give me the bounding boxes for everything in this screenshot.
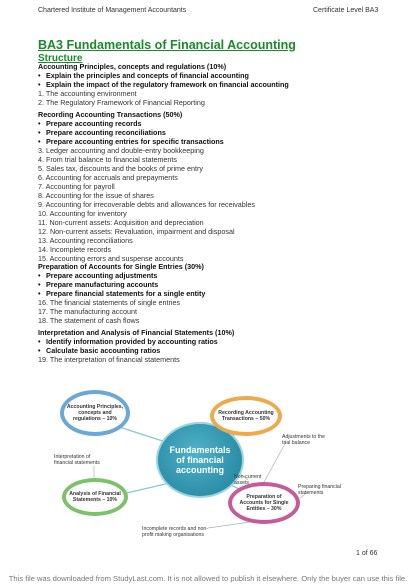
connector-adjustments xyxy=(264,442,286,482)
bullet-item: • Prepare accounting adjustments xyxy=(38,271,388,280)
chapter-item: 13. Accounting reconciliations xyxy=(38,236,133,245)
chapter-item: 7. Accounting for payroll xyxy=(38,182,115,191)
mind-map-diagram xyxy=(38,386,388,538)
section-heading: Accounting Principles, concepts and regulations (10%) xyxy=(38,62,227,71)
bullet-item: • Calculate basic accounting ratios xyxy=(38,346,388,355)
node-label: Accounting Principles, concepts and regulations – 10% xyxy=(66,404,124,422)
chapter-item: 11. Non-current assets: Acquisition and depreciation xyxy=(38,218,204,227)
chapter-item: 16. The financial statements of single entries xyxy=(38,298,181,307)
chapter-item: 19. The interpretation of financial statements xyxy=(38,355,180,364)
document-title: BA3 Fundamentals of Financial Accounting xyxy=(38,38,296,52)
header-left: Chartered Institute of Management Accountants xyxy=(38,7,187,14)
section-principles xyxy=(38,62,388,107)
node-principles xyxy=(60,390,130,436)
node-label: Recording Accounting Transactions – 50% xyxy=(218,410,274,422)
section-interpretation xyxy=(38,328,388,364)
chapter-item: 4. From trial balance to financial statements xyxy=(38,155,178,164)
label-preparing-statements: Preparing financial statements xyxy=(298,484,341,497)
bullet-item: • Prepare accounting records xyxy=(38,119,388,128)
section-recording xyxy=(38,110,388,263)
chapter-item: 15. Accounting errors and suspense accounts xyxy=(38,254,184,263)
label-adjustments: Adjustments to the trial balance xyxy=(282,434,325,447)
section-preparation xyxy=(38,262,388,325)
node-label: Analysis of Financial Statements – 10% xyxy=(69,491,121,503)
section-heading: Preparation of Accounts for Single Entries (30%) xyxy=(38,262,204,271)
bullet-item: • Prepare manufacturing accounts xyxy=(38,280,388,289)
chapter-item: 3. Ledger accounting and double-entry bookkeeping xyxy=(38,146,204,155)
section-heading: Recording Accounting Transactions (50%) xyxy=(38,110,183,119)
section-heading: Interpretation and Analysis of Financial Statements (10%) xyxy=(38,328,235,337)
structure-heading: Structure xyxy=(38,53,83,64)
bullet-item: • Prepare accounting reconciliations xyxy=(38,128,388,137)
bullet-item: • Identify information provided by accounting ratios xyxy=(38,337,388,346)
connector-incomplete xyxy=(208,522,250,528)
chapter-item: 5. Sales tax, discounts and the books of prime entry xyxy=(38,164,204,173)
chapter-item: 2. The Regulatory Framework of Financial Reporting xyxy=(38,98,205,107)
bullet-item: • Explain the impact of the regulatory framework on financial accounting xyxy=(38,80,388,89)
page-number: 1 of 66 xyxy=(356,550,378,557)
chapter-item: 8. Accounting for the issue of shares xyxy=(38,191,154,200)
node-analysis xyxy=(62,478,128,516)
chapter-item: 17. The manufacturing account xyxy=(38,307,137,316)
chapter-item: 14. Incomplete records xyxy=(38,245,112,254)
node-preparation xyxy=(228,482,300,524)
chapter-item: 9. Accounting for irrecoverable debts and allowances for receivables xyxy=(38,200,255,209)
chapter-item: 18. The statement of cash flows xyxy=(38,316,140,325)
node-label: Preparation of Accounts for Single Entities – 30% xyxy=(239,494,289,512)
bullet-item: • Prepare financial statements for a single entity xyxy=(38,289,388,298)
chapter-item: 6. Accounting for accruals and prepayments xyxy=(38,173,178,182)
center-label: Fundamentals of financial accounting xyxy=(169,445,231,475)
chapter-item: 10. Accounting for inventory xyxy=(38,209,127,218)
chapter-item: 12. Non-current assets: Revaluation, impairment and disposal xyxy=(38,227,235,236)
bullet-item: • Explain the principles and concepts of financial accounting xyxy=(38,71,388,80)
download-notice: This file was downloaded from StudyLast.com. It is not allowed to publish it elsewhere. Only the buyer can use this file. xyxy=(8,574,408,583)
label-incomplete-records: Incomplete records and non- profit making organisations xyxy=(142,526,209,539)
chapter-item: 1. The accounting environment xyxy=(38,89,137,98)
bullet-item: • Prepare accounting entries for specific transactions xyxy=(38,137,388,146)
label-interpretation: Interpretation of financial statements xyxy=(54,454,100,467)
label-non-current-assets: Non-current assets xyxy=(234,474,262,487)
node-recording xyxy=(210,396,282,436)
header-right: Certificate Level BA3 xyxy=(313,7,379,14)
